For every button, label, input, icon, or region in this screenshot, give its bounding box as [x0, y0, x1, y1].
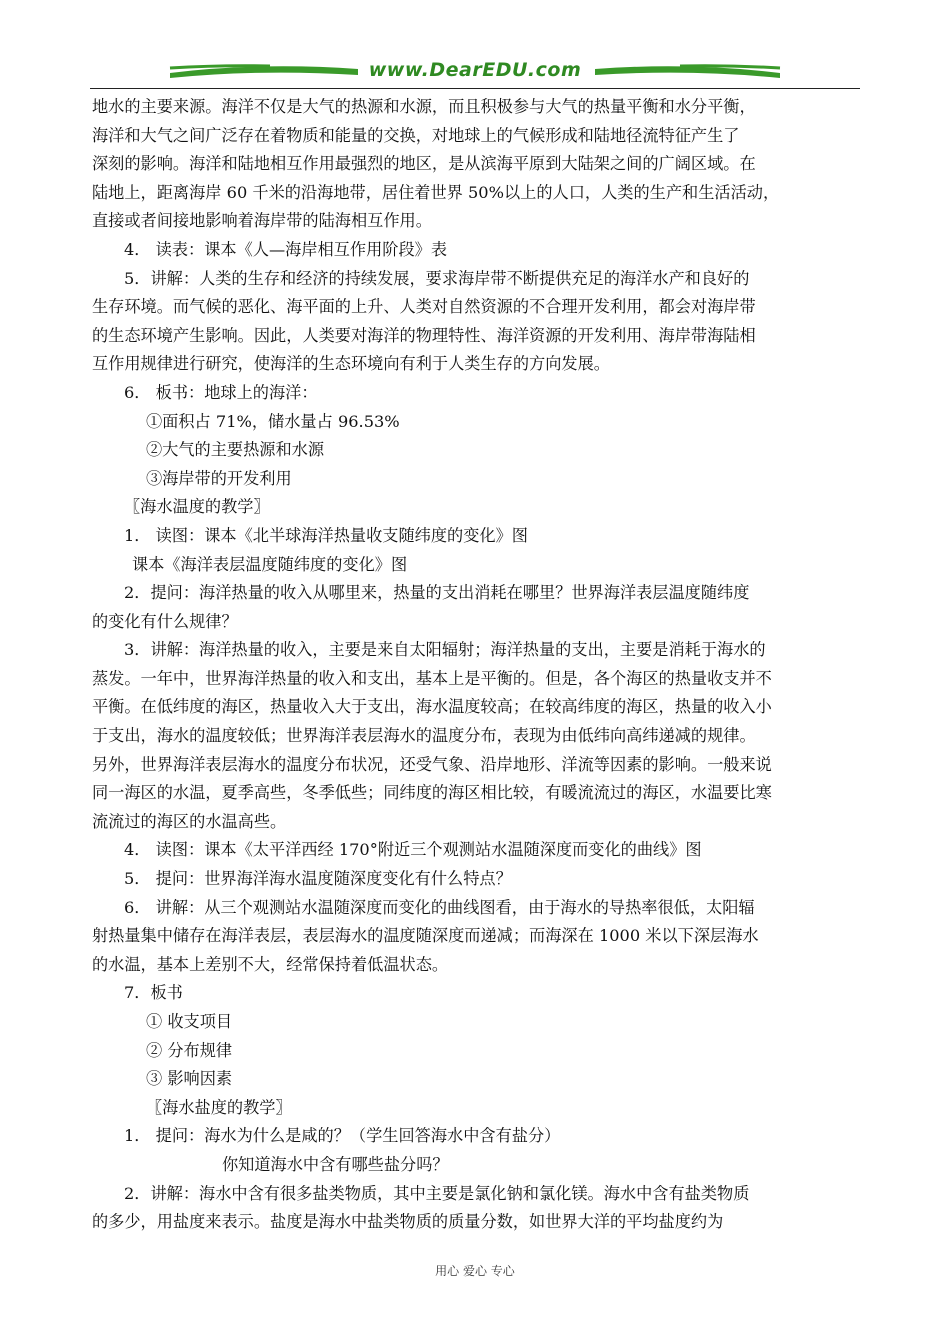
paragraph-line: 的多少，用盐度来表示。盐度是海水中盐类物质的质量分数，如世界大洋的平均盐度约为	[92, 1212, 724, 1232]
paragraph-line: 深刻的影响。海洋和陆地相互作用最强烈的地区，是从滨海平原到大陆架之间的广阔区域。在	[92, 154, 756, 174]
board-note-item: ①面积占 71%，储水量占 96.53%	[146, 411, 400, 431]
board-note-item: ③ 影响因素	[146, 1069, 233, 1089]
paragraph-line: 生存环境。而气候的恶化、海平面的上升、人类对自然资源的不合理开发利用，都会对海岸带	[92, 297, 756, 317]
section-heading: 〖海水盐度的教学〗	[146, 1097, 292, 1117]
paragraph-line: 平衡。在低纬度的海区，热量收入大于支出，海水温度较高；在较高纬度的海区，热量的收入小	[92, 697, 772, 717]
list-item: 1． 读图：课本《北半球海洋热量收支随纬度的变化》图	[124, 525, 528, 545]
list-item: 3．讲解：海洋热量的收入，主要是来自太阳辐射；海洋热量的支出，主要是消耗于海水的	[124, 640, 766, 660]
site-logo-text: www.DearEDU.com	[368, 59, 582, 81]
paragraph-line: 地水的主要来源。海洋不仅是大气的热源和水源，而且积极参与大气的热量平衡和水分平衡，	[92, 97, 756, 116]
page-footer: 用心 爱心 专心	[435, 1264, 515, 1278]
list-item: 6． 板书：地球上的海洋：	[124, 382, 318, 402]
site-header-banner	[90, 56, 860, 90]
paragraph-line: 射热量集中储存在海洋表层，表层海水的温度随深度而递减；而海深在 1000 米以下深层海水	[92, 926, 759, 946]
paragraph-line: 蒸发。一年中，世界海洋热量的收入和支出，基本上是平衡的。但是，各个海区的热量收支并不	[92, 668, 772, 688]
paragraph-line: 的生态环境产生影响。因此，人类要对海洋的物理特性、海洋资源的开发利用、海岸带海陆相	[92, 325, 756, 345]
paragraph-line: 海洋和大气之间广泛存在着物质和能量的交换，对地球上的气候形成和陆地径流特征产生了	[92, 125, 740, 145]
paragraph-line: 课本《海洋表层温度随纬度的变化》图	[132, 554, 408, 574]
paragraph-line: 陆地上，距离海岸 60 千米的沿海地带，居住着世界 50%以上的人口，人类的生产和生活活动，	[92, 182, 780, 202]
paragraph-line: 另外，世界海洋表层海水的温度分布状况，还受气象、沿岸地形、洋流等因素的影响。一般来说	[92, 754, 772, 774]
list-item: 5． 提问：世界海洋海水温度随深度变化有什么特点？	[124, 869, 512, 889]
board-note-item: ① 收支项目	[146, 1012, 233, 1031]
list-item: 2．讲解：海水中含有很多盐类物质，其中主要是氯化钠和氯化镁。海水中含有盐类物质	[124, 1183, 750, 1203]
board-note-item: ③海岸带的开发利用	[146, 468, 292, 488]
list-item: 4． 读图：课本《太平洋西经 170°附近三个观测站水温随深度而变化的曲线》图	[124, 840, 702, 860]
paragraph-line: 互作用规律进行研究，使海洋的生态环境向有利于人类生存的方向发展。	[92, 354, 610, 374]
list-item: 6． 讲解：从三个观测站水温随深度而变化的曲线图看，由于海水的导热率很低，太阳辐	[124, 897, 755, 917]
paragraph-line: 于支出，海水的温度较低；世界海洋表层海水的温度分布，表现为由低纬向高纬递减的规律。	[92, 726, 756, 746]
list-item: 2．提问：海洋热量的收入从哪里来，热量的支出消耗在哪里？世界海洋表层温度随纬度	[124, 583, 750, 603]
list-item: 4． 读表：课本《人—海岸相互作用阶段》表	[124, 239, 448, 259]
paragraph-line: 直接或者间接地影响着海岸带的陆海相互作用。	[92, 211, 432, 231]
paragraph-line: 的水温，基本上差别不大，经常保持着低温状态。	[92, 954, 449, 974]
list-item: 1． 提问：海水为什么是咸的？（学生回答海水中含有盐分）	[124, 1126, 561, 1146]
document-body	[92, 93, 862, 1237]
paragraph-line: 的变化有什么规律？	[92, 611, 238, 631]
list-item: 7．板书	[124, 983, 183, 1003]
header-divider	[90, 88, 860, 89]
board-note-item: ②大气的主要热源和水源	[146, 440, 325, 460]
paragraph-line: 流流过的海区的水温高些。	[92, 811, 287, 831]
board-note-item: ② 分布规律	[146, 1040, 233, 1060]
list-item: 5．讲解：人类的生存和经济的持续发展，要求海岸带不断提供充足的海洋水产和良好的	[124, 268, 750, 288]
paragraph-line: 同一海区的水温，夏季高些，冬季低些；同纬度的海区相比较，有暖流流过的海区，水温要比寒	[92, 783, 772, 803]
section-heading: 〖海水温度的教学〗	[124, 497, 270, 517]
paragraph-line: 你知道海水中含有哪些盐分吗？	[222, 1154, 449, 1174]
